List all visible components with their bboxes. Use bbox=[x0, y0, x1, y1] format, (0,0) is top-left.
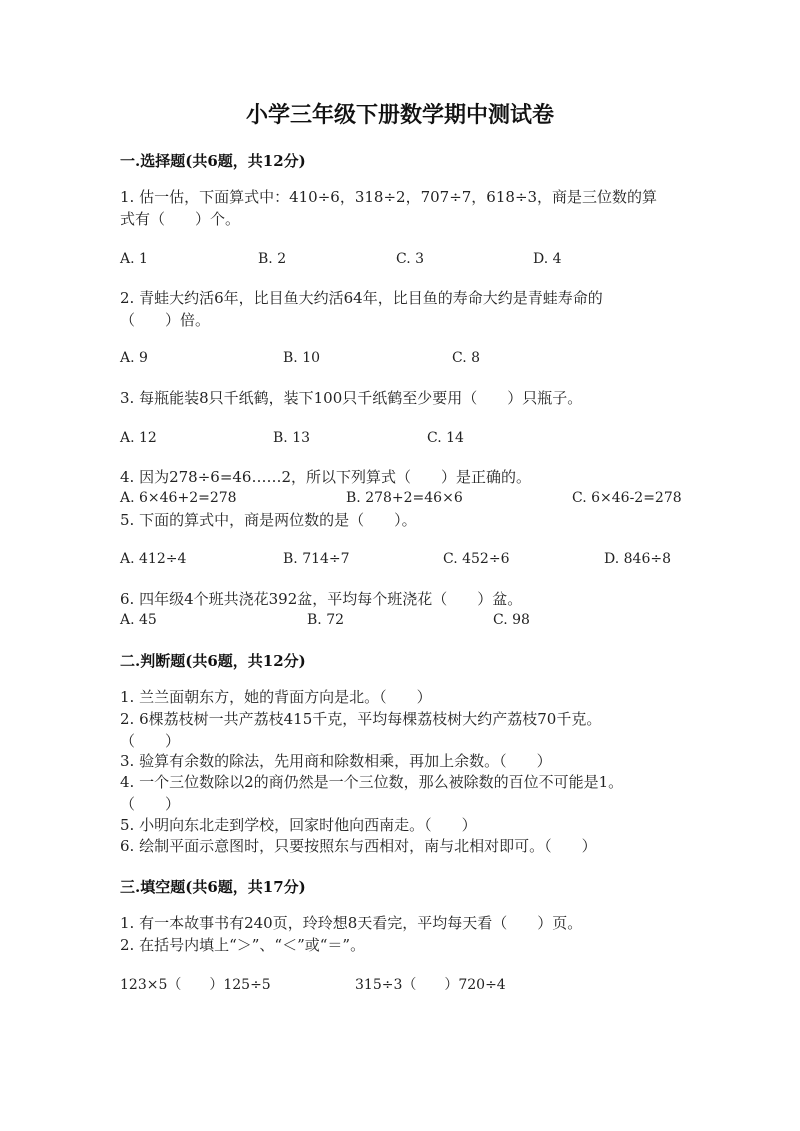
option-a: A. 12 bbox=[120, 430, 157, 446]
option-a: A. 1 bbox=[120, 251, 148, 267]
question-text: 6. 四年级4个班共浇花392盆，平均每个班浇花（ ）盆。 bbox=[120, 590, 523, 608]
section-heading-choice: 一.选择题(共6题，共12分) bbox=[120, 152, 306, 170]
question-text: 2. 青蛙大约活6年，比目鱼大约活64年，比目鱼的寿命大约是青蛙寿命的 bbox=[120, 289, 603, 307]
option-b: B. 13 bbox=[273, 430, 311, 446]
question-text: 3. 每瓶能装8只千纸鹤，装下100只千纸鹤至少要用（ ）只瓶子。 bbox=[120, 389, 583, 407]
section-heading-judge: 二.判断题(共6题，共12分) bbox=[120, 652, 306, 670]
option-c: C. 6×46-2=278 bbox=[572, 490, 682, 506]
page-title: 小学三年级下册数学期中测试卷 bbox=[245, 102, 554, 128]
question-text: 式有（ ）个。 bbox=[120, 210, 241, 228]
judge-item: 2. 6棵荔枝树一共产荔枝415千克，平均每棵荔枝树大约产荔枝70千克。 bbox=[120, 710, 602, 728]
section-heading-fill: 三.填空题(共6题，共17分) bbox=[120, 878, 306, 896]
judge-item: 3. 验算有余数的除法，先用商和除数相乘，再加上余数。（ ） bbox=[120, 752, 552, 770]
option-d: D. 4 bbox=[533, 251, 562, 267]
judge-item: 5. 小明向东北走到学校，回家时他向西南走。（ ） bbox=[120, 816, 477, 834]
option-b: B. 72 bbox=[307, 612, 345, 628]
option-a: A. 6×46+2=278 bbox=[120, 490, 237, 506]
compare-expression: 123×5（ ）125÷5 bbox=[120, 977, 271, 993]
option-c: C. 98 bbox=[493, 612, 530, 628]
option-b: B. 714÷7 bbox=[283, 551, 350, 567]
fill-item: 2. 在括号内填上“＞”、“＜”或“＝”。 bbox=[120, 936, 366, 954]
option-b: B. 2 bbox=[258, 251, 287, 267]
question-text: 4. 因为278÷6=46……2，所以下列算式（ ）是正确的。 bbox=[120, 468, 532, 486]
option-b: B. 278+2=46×6 bbox=[346, 490, 463, 506]
judge-item: 4. 一个三位数除以2的商仍然是一个三位数，那么被除数的百位不可能是1。 bbox=[120, 773, 624, 791]
question-text: （ ）倍。 bbox=[120, 311, 211, 329]
option-c: C. 8 bbox=[452, 350, 481, 366]
option-a: A. 412÷4 bbox=[120, 551, 187, 567]
judge-item: 1. 兰兰面朝东方，她的背面方向是北。（ ） bbox=[120, 688, 432, 706]
option-d: D. 846÷8 bbox=[604, 551, 671, 567]
option-c: C. 3 bbox=[396, 251, 425, 267]
option-a: A. 9 bbox=[120, 350, 148, 366]
option-c: C. 14 bbox=[427, 430, 464, 446]
judge-item: （ ） bbox=[120, 795, 181, 813]
question-text: 5. 下面的算式中，商是两位数的是（ ）。 bbox=[120, 511, 417, 529]
option-a: A. 45 bbox=[120, 612, 157, 628]
compare-expression: 315÷3（ ）720÷4 bbox=[355, 977, 506, 993]
question-text: 1. 估一估，下面算式中：410÷6，318÷2，707÷7，618÷3，商是三位数的算 bbox=[120, 188, 658, 206]
fill-item: 1. 有一本故事书有240页，玲玲想8天看完，平均每天看（ ）页。 bbox=[120, 914, 583, 932]
option-c: C. 452÷6 bbox=[443, 551, 510, 567]
option-b: B. 10 bbox=[283, 350, 321, 366]
judge-item: （ ） bbox=[120, 732, 181, 750]
judge-item: 6. 绘制平面示意图时，只要按照东与西相对，南与北相对即可。（ ） bbox=[120, 837, 597, 855]
